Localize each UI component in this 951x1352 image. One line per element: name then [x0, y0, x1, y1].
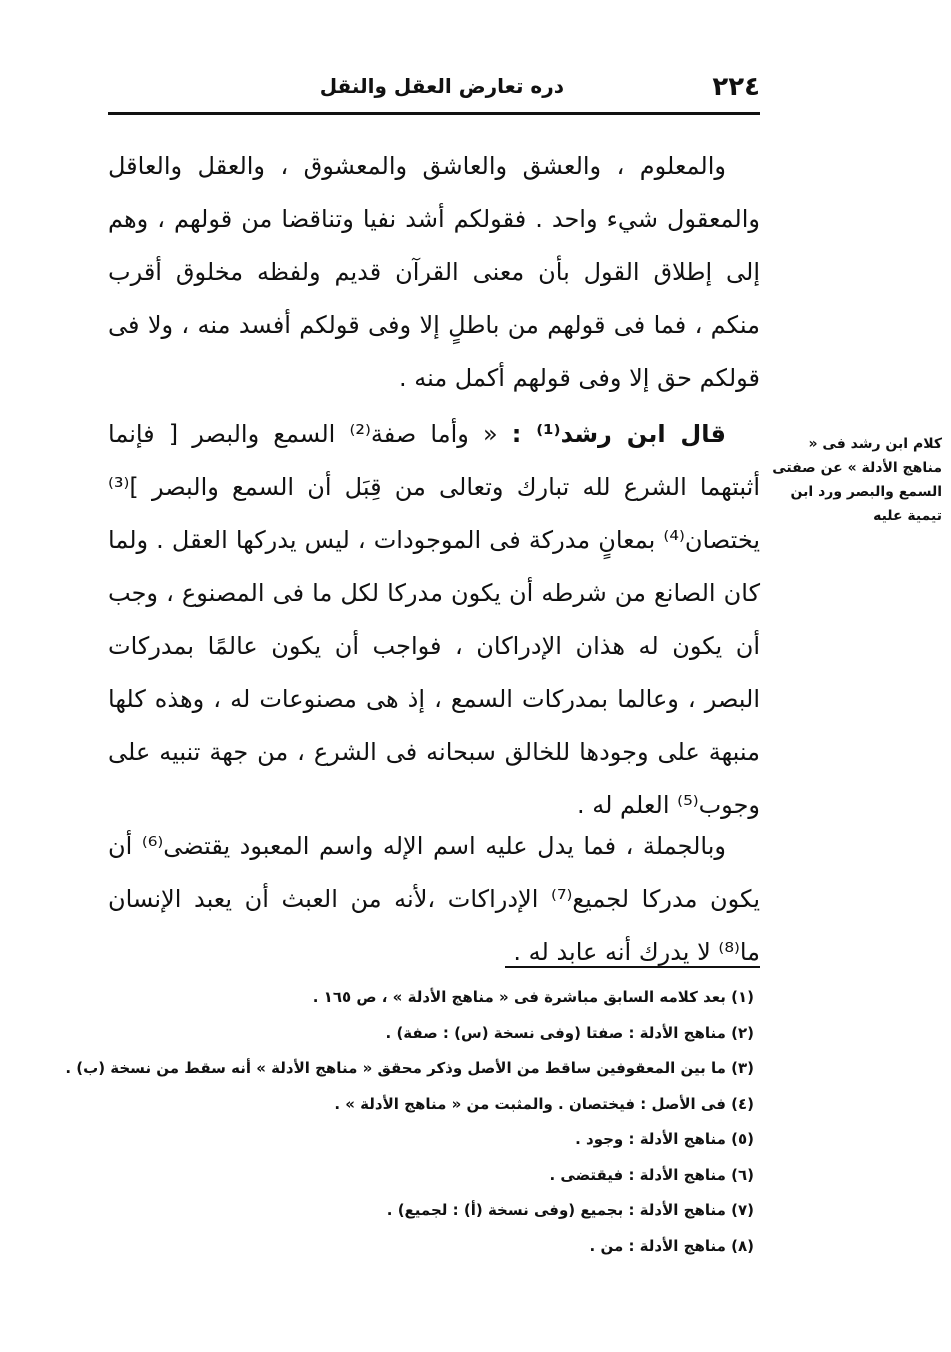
footnotes-list — [65, 980, 760, 1264]
running-title: دره تعارض العقل والنقل — [319, 74, 564, 98]
margin-note: كلام ابن رشد فى « مناهج الأدلة » عن صفتى السمع والبصر ورد ابن تيمية عليه — [772, 436, 942, 524]
paragraph-2-block — [108, 408, 760, 832]
page-number: ٢٢٤ — [712, 72, 760, 102]
page-header — [108, 68, 760, 108]
header-rule — [108, 112, 760, 115]
footnote-rule — [505, 966, 760, 968]
footnote-item: (٤) فى الأصل : فيختصان . والمثبت من « مناهج الأدلة » . — [334, 1094, 754, 1113]
paragraph-1-text: والمعلوم ، والعشق والعاشق والمعشوق ، والعقل والعاقل والمعقول شيء واحد . فقولكم أشد نفيا وتناقضا من قولهم ، وهم إلى إطلاق القول بأن معنى القرآن قديم ولفظه مخلوق أقرب منكم ، فما فى قولهم من باطلٍ إلا وفى قولكم أفسد منه ، ولا فى قولكم حق إلا وفى قولهم أكمل منه . — [108, 152, 760, 392]
footnote-item: (١) بعد كلامه السابق مباشرة فى « مناهج الأدلة » ، ص ١٦٥ . — [312, 988, 754, 1006]
footnote-item: (٨) مناهج الأدلة : من . — [589, 1236, 754, 1255]
paragraph-3 — [108, 820, 760, 979]
paragraph-1 — [108, 140, 760, 405]
footnote-item: (٢) مناهج الأدلة : صفتا (وفى نسخة (س) : صفة) . — [385, 1023, 754, 1042]
footnote-item: (٣) ما بين المعقوفين ساقط من الأصل وذكر محقق « مناهج الأدلة » أنه سقط من نسخة (ب) . — [65, 1059, 754, 1077]
footnote-item: (٥) مناهج الأدلة : وجود . — [575, 1130, 754, 1148]
paragraph-2-text: « وأما صفة⁽²⁾ السمع والبصر [ فإنما أثبتهما الشرع لله تبارك وتعالى من قِبَل أن السمع والبصر ]⁽³⁾ يختصان⁽⁴⁾ بمعانٍ مدركة فى الموجودات ، ليس يدركها العقل . ولما كان الصانع من شرطه أن يكون مدركا لكل ما فى المصنوع ، وجب أن يكون له هذان الإدراكان ، فواجب أن يكون عالمًا بمدركات البصر ، وعالما بمدركات السمع ، إذ هى مصنوعات له ، وهذه كلها منبهة على وجودها للخالق سبحانه فى الشرع ، من جهة تنبيه على وجوب⁽⁵⁾ العلم له . — [108, 420, 760, 819]
footnote-item: (٦) مناهج الأدلة : فيقتضى . — [549, 1165, 754, 1184]
footnote-item: (٧) مناهج الأدلة : بجميع (وفى نسخة (أ) : لجميع) . — [386, 1201, 754, 1219]
speaker-label: قال ابن رشد⁽¹⁾ : — [511, 420, 726, 448]
paragraph-3-text: وبالجملة ، فما يدل عليه اسم الإله واسم المعبود يقتضى⁽⁶⁾ أن يكون مدركا لجميع⁽⁷⁾ الإدراكات ،لأنه من العبث أن يعبد الإنسان ما⁽⁸⁾ لا يدرك أنه عابد له . — [108, 832, 760, 966]
paragraph-2 — [108, 408, 760, 832]
